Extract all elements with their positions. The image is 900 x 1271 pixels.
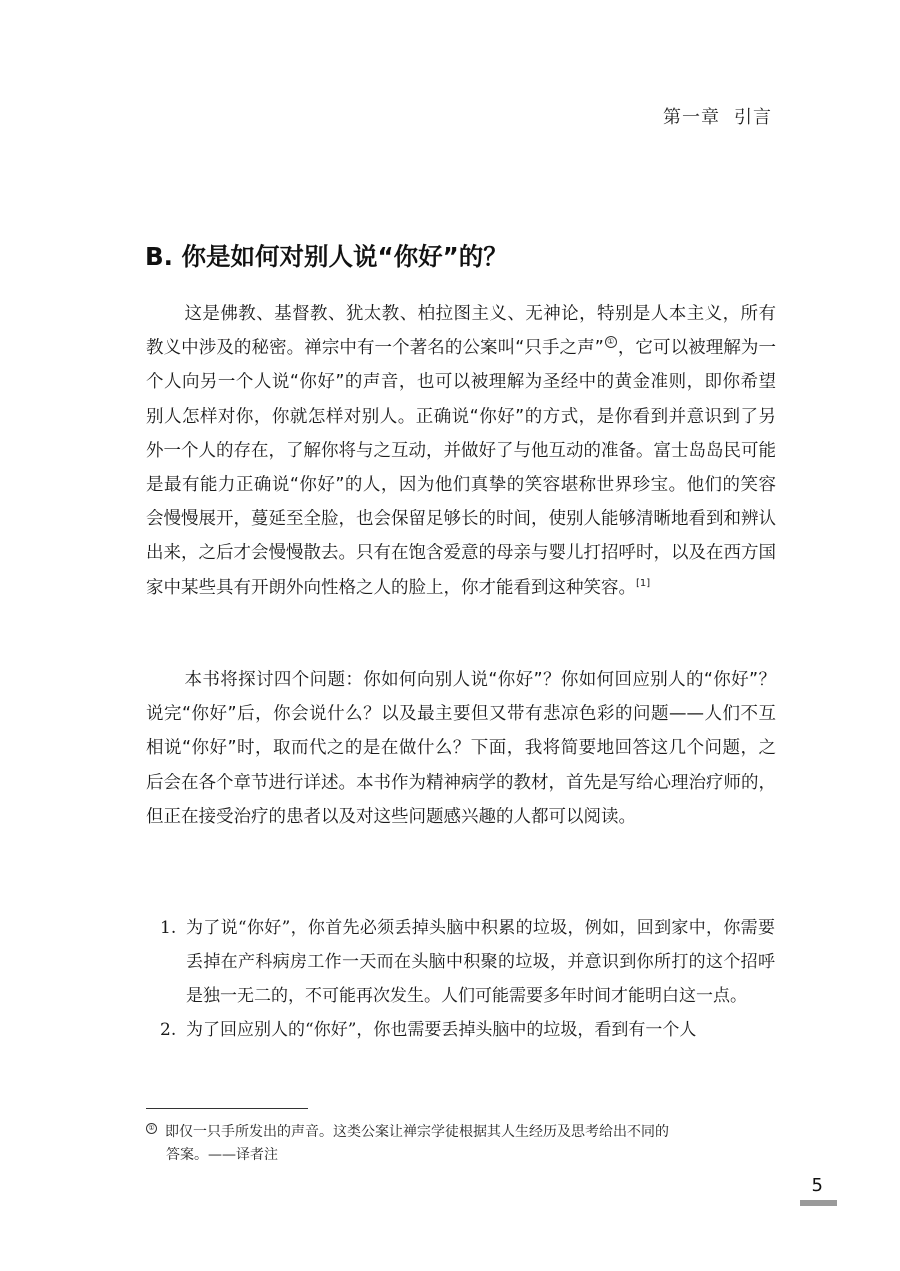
citation-ref: [1] — [636, 577, 651, 589]
footnote-mark: ① — [146, 1123, 157, 1134]
footnote-ref: ① — [605, 336, 617, 348]
section-heading: B. 你是如何对别人说“你好”的？ — [145, 242, 508, 271]
page-number-bar — [800, 1200, 837, 1206]
list-item-number: 2. — [160, 1020, 177, 1040]
list-item-text: 为了回应别人的“你好”，你也需要丢掉头脑中的垃圾，看到有一个人 — [186, 1020, 697, 1040]
chapter-title: 引言 — [734, 107, 772, 128]
paragraph-1-text-a: 这是佛教、基督教、犹太教、柏拉图主义、无神论，特别是人本主义，所有教义中涉及的秘密。禅宗中有一个著名的公案叫“只手之声” — [146, 304, 776, 359]
numbered-list — [160, 911, 775, 1047]
paragraph-1-text-b: ，它可以被理解为一个人向另一个人说“你好”的声音，也可以被理解为圣经中的黄金准则，即你希望别人怎样对你，你就怎样对别人。正确说“你好”的方式，是你看到并意识到了另外一个人的存在，了解你将与之互动，并做好了与他互动的准备。富士岛岛民可能是最有能力正确说“你好”的人，因为他们真挚的笑容堪称世界珍宝。他们的笑容会慢慢展开，蔓延至全脸，也会保留足够长的时间，使别人能够清晰地看到和辨认出来，之后才会慢慢散去。只有在饱含爱意的母亲与婴儿打招呼时，以及在西方国家中某些具有开朗外向性格之人的脸上，你才能看到这种笑容。 — [146, 338, 777, 598]
paragraph-2: 本书将探讨四个问题：你如何向别人说“你好”？你如何回应别人的“你好”？说完“你好”后，你会说什么？以及最主要但又带有悲凉色彩的问题——人们不互相说“你好”时，取而代之的是在做什么？下面，我将简要地回答这几个问题，之后会在各个章节进行详述。本书作为精神病学的教材，首先是写给心理治疗师的，但正在接受治疗的患者以及对这些问题感兴趣的人都可以阅读。 — [146, 670, 776, 827]
page-number: 5 — [811, 1175, 823, 1196]
footnote-line-2: 答案。——译者注 — [166, 1147, 278, 1163]
footnote-divider — [146, 1108, 308, 1109]
chapter-label: 第一章 — [663, 107, 720, 128]
list-item — [160, 1013, 775, 1047]
list-item-text: 为了说“你好”，你首先必须丢掉头脑中积累的垃圾，例如，回到家中，你需要丢掉在产科病房工作一天而在头脑中积聚的垃圾，并意识到你所打的这个招呼是独一无二的，不可能再次发生。人们可能需要多年时间才能明白这一点。 — [186, 918, 775, 1006]
footnote-line-1: 即仅一只手所发出的声音。这类公案让禅宗学徒根据其人生经历及思考给出不同的 — [165, 1124, 669, 1140]
list-item — [160, 911, 775, 1013]
footnote — [146, 1121, 776, 1167]
list-item-number: 1. — [160, 918, 177, 938]
